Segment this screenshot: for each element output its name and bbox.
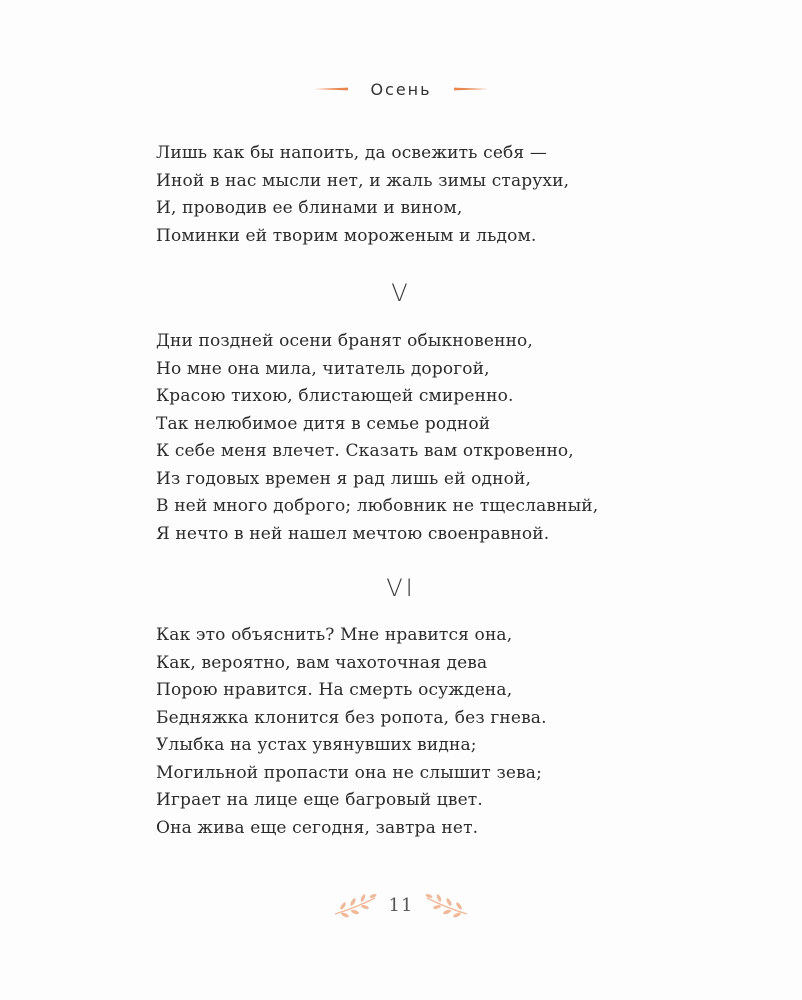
verse-line: Но мне она мила, читатель дорогой, [156, 358, 490, 379]
running-header [0, 76, 802, 102]
section-numeral-vi: VI [386, 574, 416, 602]
verse-line: Дни поздней осени бранят обыкновенно, [156, 331, 533, 351]
verse-line: К себе меня влечет. Сказать вам откровенно, [156, 441, 574, 461]
verse-line: Из годовых времен я рад лишь ей одной, [156, 468, 532, 489]
verse-line: Так нелюбимое дитя в семье родной [156, 413, 491, 434]
page-footer [0, 888, 802, 922]
verse-line: Лишь как бы напоить, да освежить себя — [156, 143, 547, 163]
verse-line: Поминки ей творим мороженым и льдом. [156, 225, 537, 246]
right-leaf-sprig-icon [425, 890, 469, 920]
verse-line: Красою тихою, блистающей смиренно. [156, 386, 514, 406]
header-left-dash-icon [314, 87, 348, 91]
verse-line: Я нечто в ней нашел мечтою своенравной. [156, 523, 550, 544]
verse-line: Порою нравится. На смерть осуждена, [156, 680, 513, 700]
verse-line: Могильной пропасти она не слышит зева; [156, 762, 542, 783]
verse-line: В ней много доброго; любовник не тщеславный, [156, 496, 599, 516]
section-numeral-v: V [391, 279, 411, 307]
page-number: 11 [388, 894, 414, 916]
stanza-vi [156, 622, 547, 842]
verse-line: Как это объяснить? Мне нравится она, [156, 625, 513, 645]
verse-line: Как, вероятно, вам чахоточная дева [156, 652, 488, 673]
verse-line: Играет на лице еще багровый цвет. [156, 790, 483, 810]
verse-line: Улыбка на устах увянувших видна; [156, 735, 477, 755]
stanza-v [156, 328, 598, 548]
verse-line: Иной в нас мысли нет, и жаль зимы старухи, [156, 170, 570, 191]
header-right-dash-icon [454, 87, 488, 91]
chapter-title: Осень [370, 79, 432, 99]
verse-line: И, проводив ее блинами и вином, [156, 198, 463, 218]
verse-line: Она жива еще сегодня, завтра нет. [156, 817, 479, 838]
left-leaf-sprig-icon [333, 890, 377, 920]
stanza-continued [156, 140, 569, 250]
verse-line: Бедняжка клонится без ропота, без гнева. [156, 707, 547, 728]
